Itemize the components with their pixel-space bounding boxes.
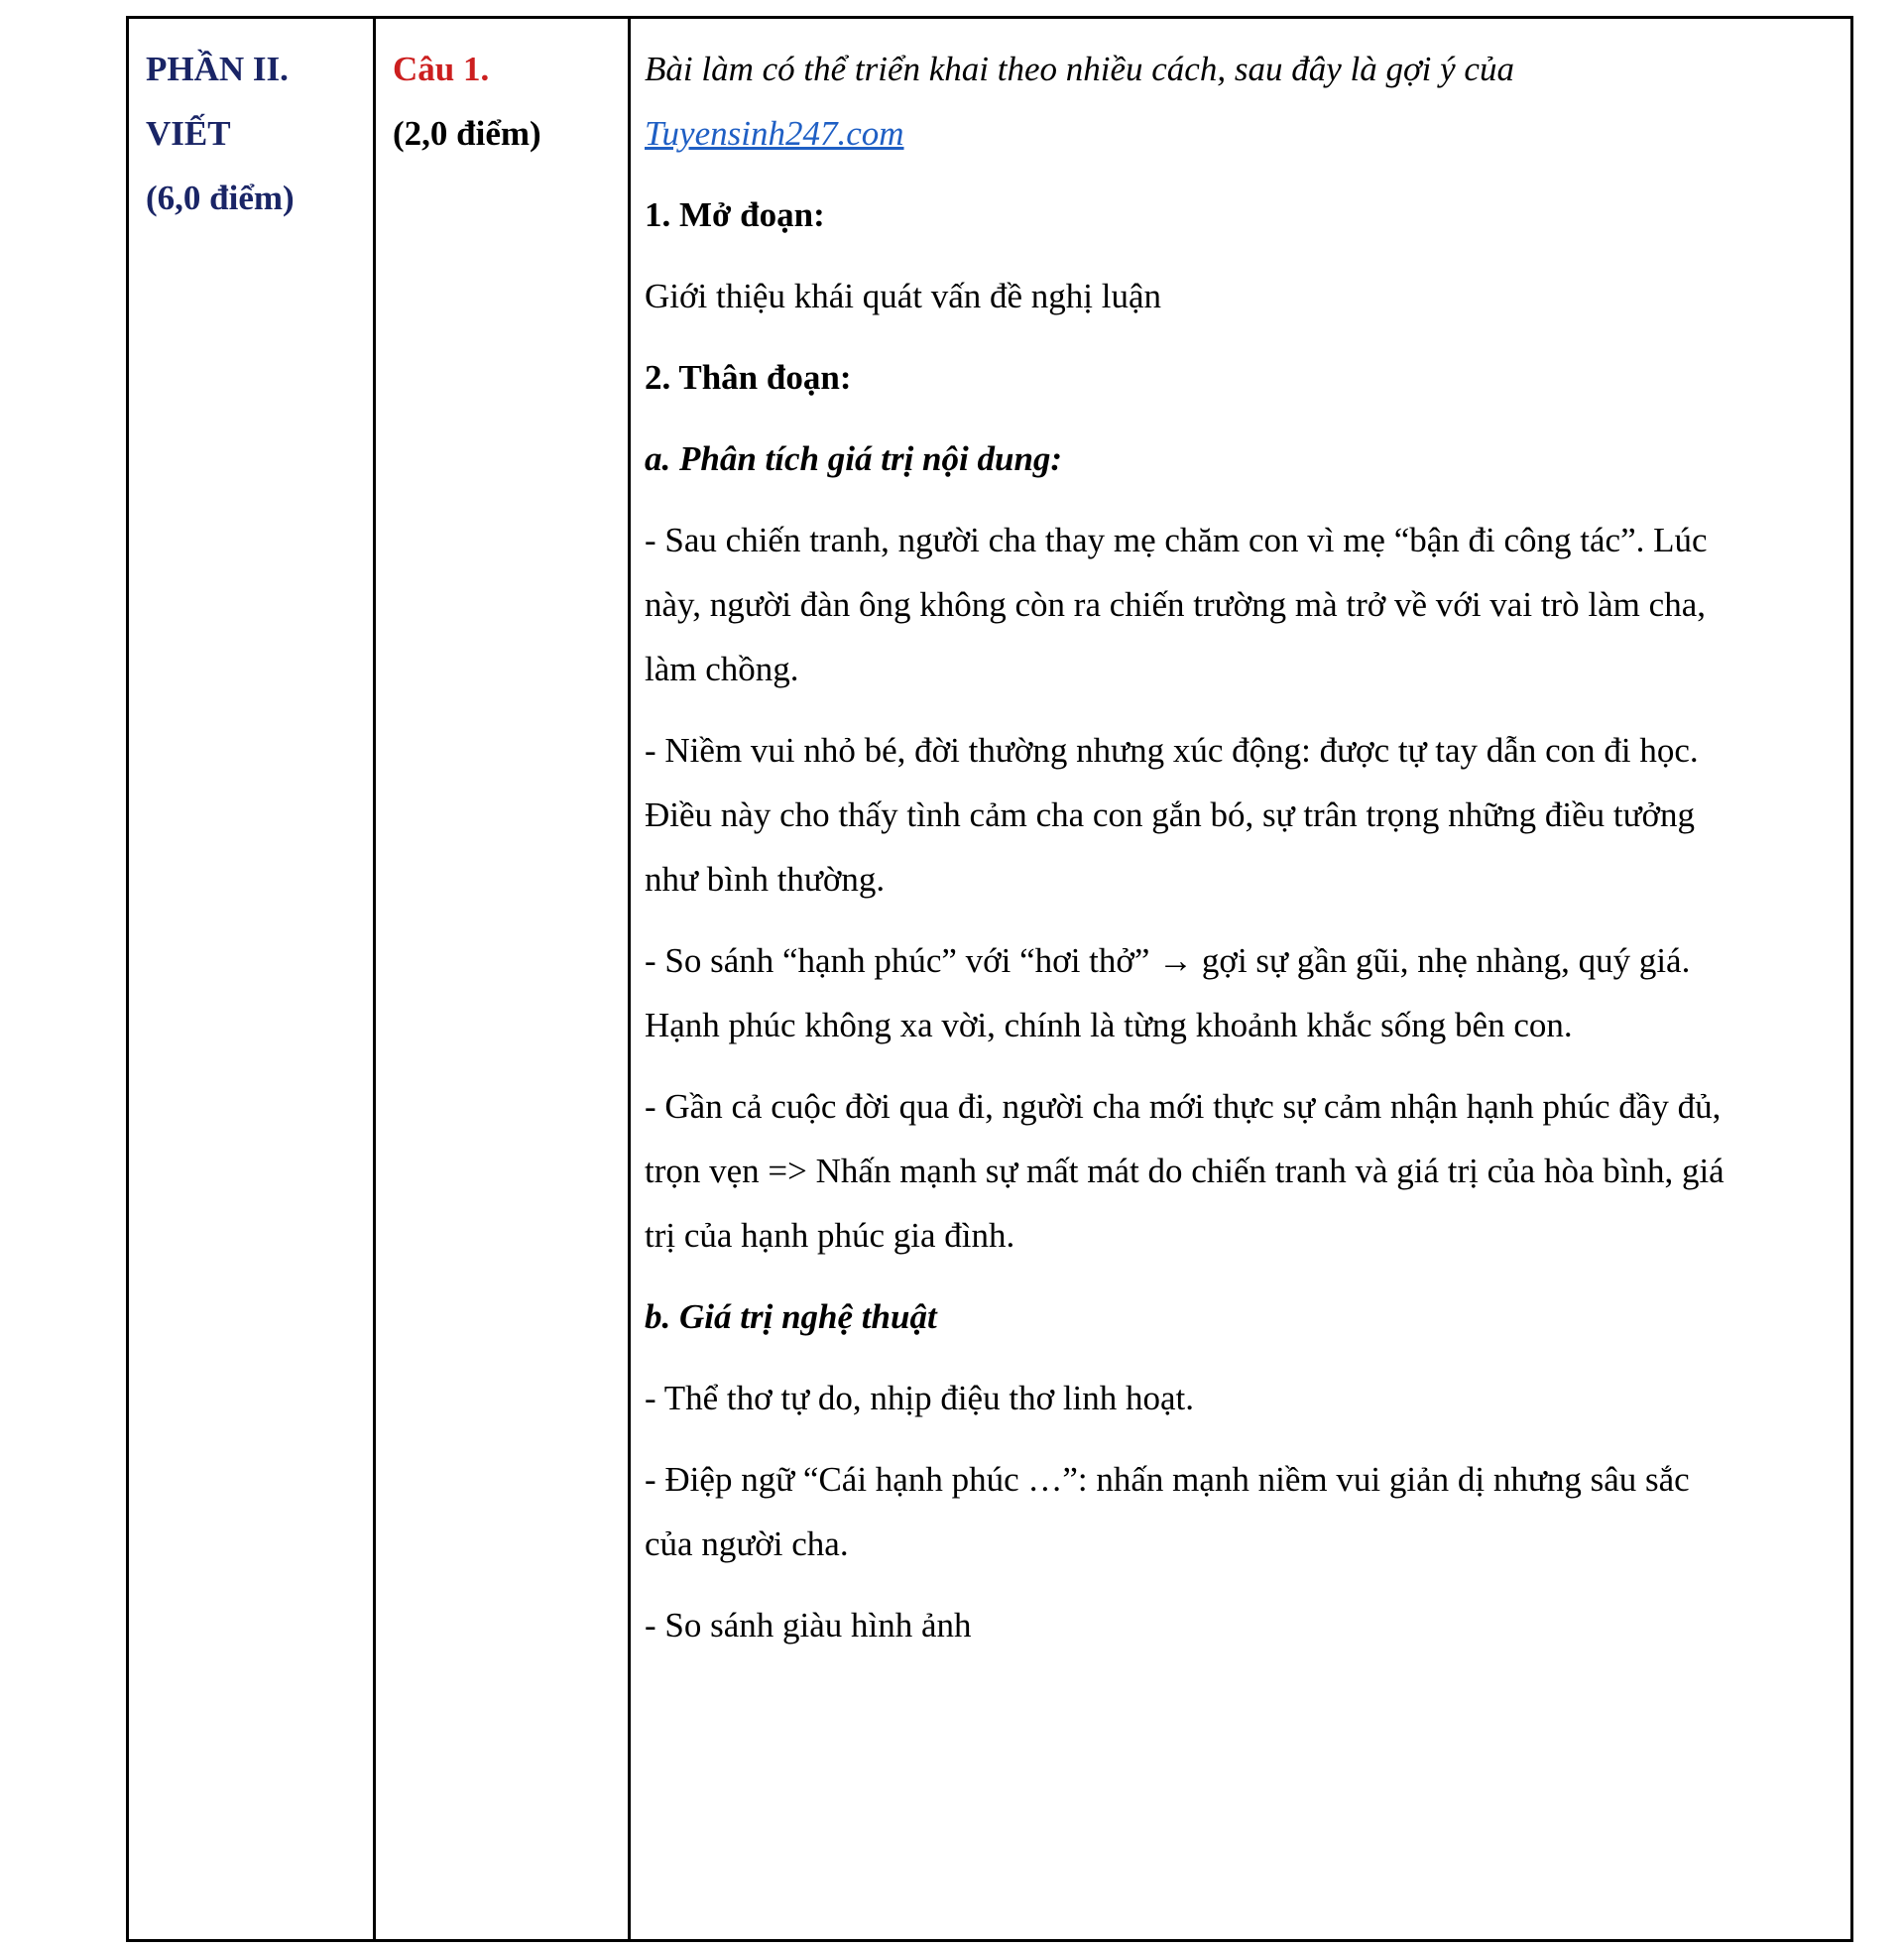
answer-content	[631, 19, 1850, 1657]
point-line: - Thể thơ tự do, nhịp điệu thơ linh hoạt.	[645, 1379, 1195, 1417]
part2-heading: 2. Thân đoạn:	[645, 358, 852, 397]
section-points: (6,0 điểm)	[146, 179, 295, 217]
question-label	[376, 19, 628, 166]
point-line: - Gần cả cuộc đời qua đi, người cha mới thực sự cảm nhận hạnh phúc đầy đủ,	[645, 1087, 1722, 1126]
content-point	[645, 1074, 1831, 1268]
question-cell	[375, 18, 630, 1941]
part2b-heading: b. Giá trị nghệ thuật	[645, 1297, 937, 1336]
section-title: PHẦN II.	[146, 50, 289, 88]
point-line: Hạnh phúc không xa vời, chính là từng khoảnh khắc sống bên con.	[645, 1006, 1573, 1044]
point-line: như bình thường.	[645, 860, 886, 899]
content-point	[645, 1447, 1831, 1576]
source-link[interactable]: Tuyensinh247.com	[645, 114, 904, 153]
point-line: của người cha.	[645, 1524, 849, 1563]
part2a-heading: a. Phân tích giá trị nội dung:	[645, 439, 1063, 478]
point-line: - Điệp ngữ “Cái hạnh phúc …”: nhấn mạnh niềm vui giản dị nhưng sâu sắc	[645, 1460, 1690, 1499]
question-title: Câu 1.	[393, 50, 490, 88]
answer-table	[126, 16, 1853, 1942]
intro-line: Bài làm có thể triển khai theo nhiều cách, sau đây là gợi ý của	[645, 50, 1514, 88]
table-row	[128, 18, 1852, 1941]
point-line: - Sau chiến tranh, người cha thay mẹ chăm con vì mẹ “bận đi công tác”. Lúc	[645, 521, 1708, 559]
intro-text	[645, 37, 1831, 166]
section-label	[129, 19, 373, 230]
question-points: (2,0 điểm)	[393, 114, 541, 153]
content-point	[645, 928, 1831, 1057]
point-line: - Niềm vui nhỏ bé, đời thường nhưng xúc động: được tự tay dẫn con đi học.	[645, 731, 1699, 770]
content-point	[645, 718, 1831, 912]
section-cell	[128, 18, 375, 1941]
point-line: Điều này cho thấy tình cảm cha con gắn bó, sự trân trọng những điều tưởng	[645, 795, 1696, 834]
point-line: này, người đàn ông không còn ra chiến trường mà trở về với vai trò làm cha,	[645, 585, 1706, 624]
part1-heading: 1. Mở đoạn:	[645, 195, 825, 234]
point-line: - So sánh “hạnh phúc” với “hơi thở” → gợi sự gần gũi, nhẹ nhàng, quý giá.	[645, 941, 1691, 980]
part1-text: Giới thiệu khái quát vấn đề nghị luận	[645, 277, 1162, 315]
content-point	[645, 1366, 1831, 1430]
content-point	[645, 1593, 1831, 1657]
section-name: VIẾT	[146, 114, 231, 153]
point-line: trọn vẹn => Nhấn mạnh sự mất mát do chiến tranh và giá trị của hòa bình, giá	[645, 1152, 1725, 1190]
content-cell	[630, 18, 1852, 1941]
content-point	[645, 508, 1831, 701]
point-line: - So sánh giàu hình ảnh	[645, 1606, 972, 1644]
point-line: trị của hạnh phúc gia đình.	[645, 1216, 1015, 1255]
point-line: làm chồng.	[645, 650, 799, 688]
